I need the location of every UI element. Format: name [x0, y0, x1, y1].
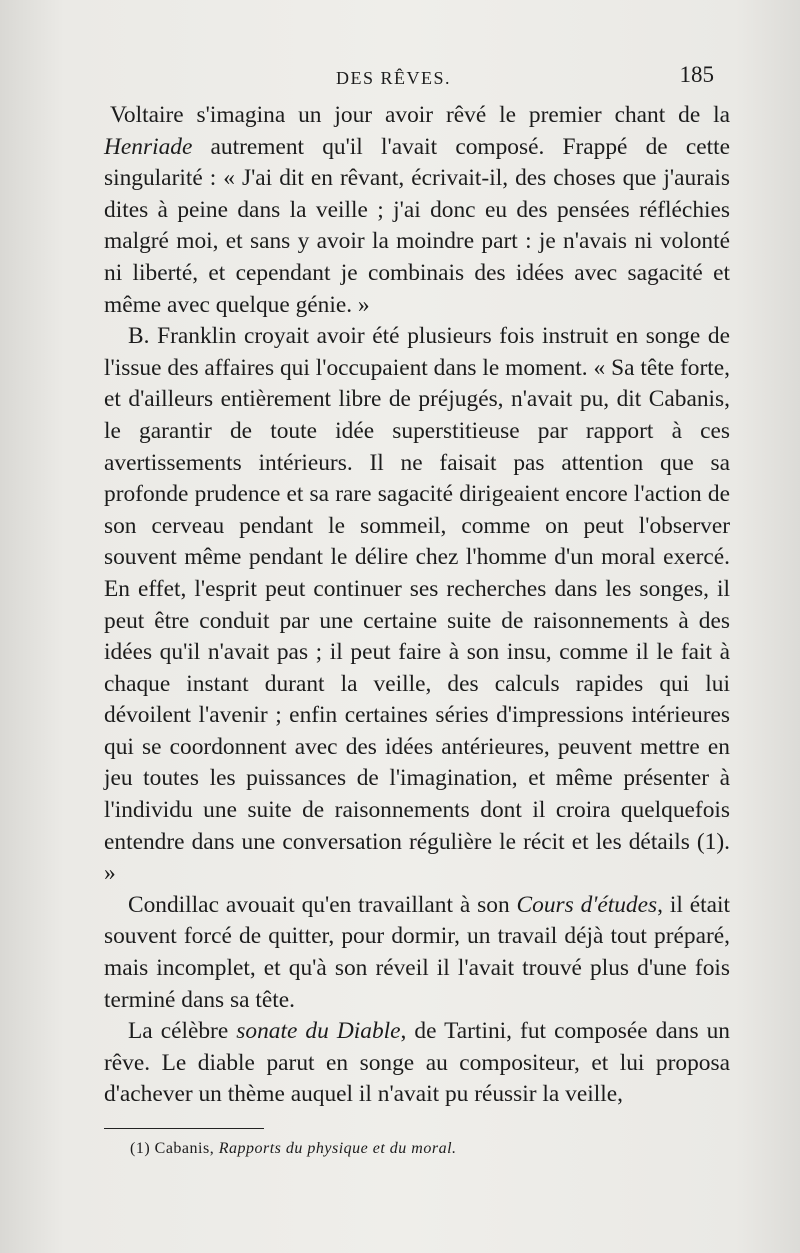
footnote-marker: (1): [130, 1140, 151, 1157]
paragraph-franklin: [104, 321, 730, 890]
paragraph-text: La célèbre: [128, 1018, 237, 1045]
footnote-title: Rapports du physique et du moral.: [218, 1140, 457, 1157]
paragraph-text: Condillac avouait qu'en travaillant à son: [128, 891, 517, 918]
page-header: [104, 62, 714, 96]
paragraph-text: , de Tartini, fut composée dans un rêve. Le diable parut en songe au compositeur, et lui proposa d'achever un thème auquel il n'avait pu réussir la veille,: [104, 1018, 730, 1108]
footnote-author: Cabanis: [154, 1140, 210, 1157]
page-number: 185: [679, 62, 714, 87]
paragraph-text: Voltaire s'imagina un jour avoir rêvé le premier chant de la: [110, 102, 730, 128]
body-text: [104, 100, 730, 1111]
italic-title-cours: Cours d'études: [516, 891, 658, 918]
paragraph-tartini: [104, 1016, 730, 1111]
paragraph-text: autrement qu'il l'avait composé. Frappé de cette singularité : « J'ai dit en rêvant, écrivait-il, des choses que j'aurais dites à peine dans la veille ; j'ai donc eu des pensées réfléchies malgré moi, et sans y avoir la moindre part : je n'avais ni volonté ni liberté, et cependant je combinais des idées avec sagacité et même avec quelque génie. »: [104, 133, 730, 318]
italic-title-henriade: Henriade: [104, 133, 193, 160]
italic-title-sonate: sonate du Diable: [236, 1018, 401, 1045]
paragraph-voltaire: [104, 100, 730, 321]
footnote-separator: ,: [209, 1140, 219, 1157]
paragraph-text: B. Franklin croyait avoir été plusieurs fois instruit en songe de l'issue des affaires qui l'occupaient dans le moment. « Sa tête forte, et d'ailleurs entièrement libre de préjugés, n'avait pu, dit Cabanis, le garantir de toute idée superstitieuse par rapport à ces avertissements intérieurs. Il ne faisait pas attention que sa profonde prudence et sa rare sagacité dirigeaient encore l'action de son cerveau pendant le sommeil, comme on peut l'observer souvent même pendant le délire chez l'homme d'un moral exercé. En effet, l'esprit peut continuer ses recherches dans les songes, il peut être conduit par une certaine suite de raisonnements à des idées qu'il n'avait pas ; il peut faire à son insu, comme il le fait à chaque instant durant la veille, des calculs rapides qui lui dévoilent l'avenir ; enfin certaines séries d'impressions intérieures qui se coordonnent avec des idées antérieures, peuvent mettre en jeu toutes les puissances de l'imagination, et même présenter à l'individu une suite de raisonnements dont il croira quelquefois entendre dans une conversation régulière le récit et les détails (1). »: [104, 323, 730, 887]
footnote: [130, 1140, 457, 1158]
running-title: DES RÊVES.: [336, 68, 452, 88]
paragraph-condillac: [104, 890, 730, 1016]
paragraph-text: , il était souvent forcé de quitter, pour dormir, un travail déjà tout préparé, mais incomplet, et qu'à son réveil il l'avait trouvé plus d'une fois terminé dans sa tête.: [104, 891, 730, 1013]
footnote-rule: [104, 1128, 264, 1129]
